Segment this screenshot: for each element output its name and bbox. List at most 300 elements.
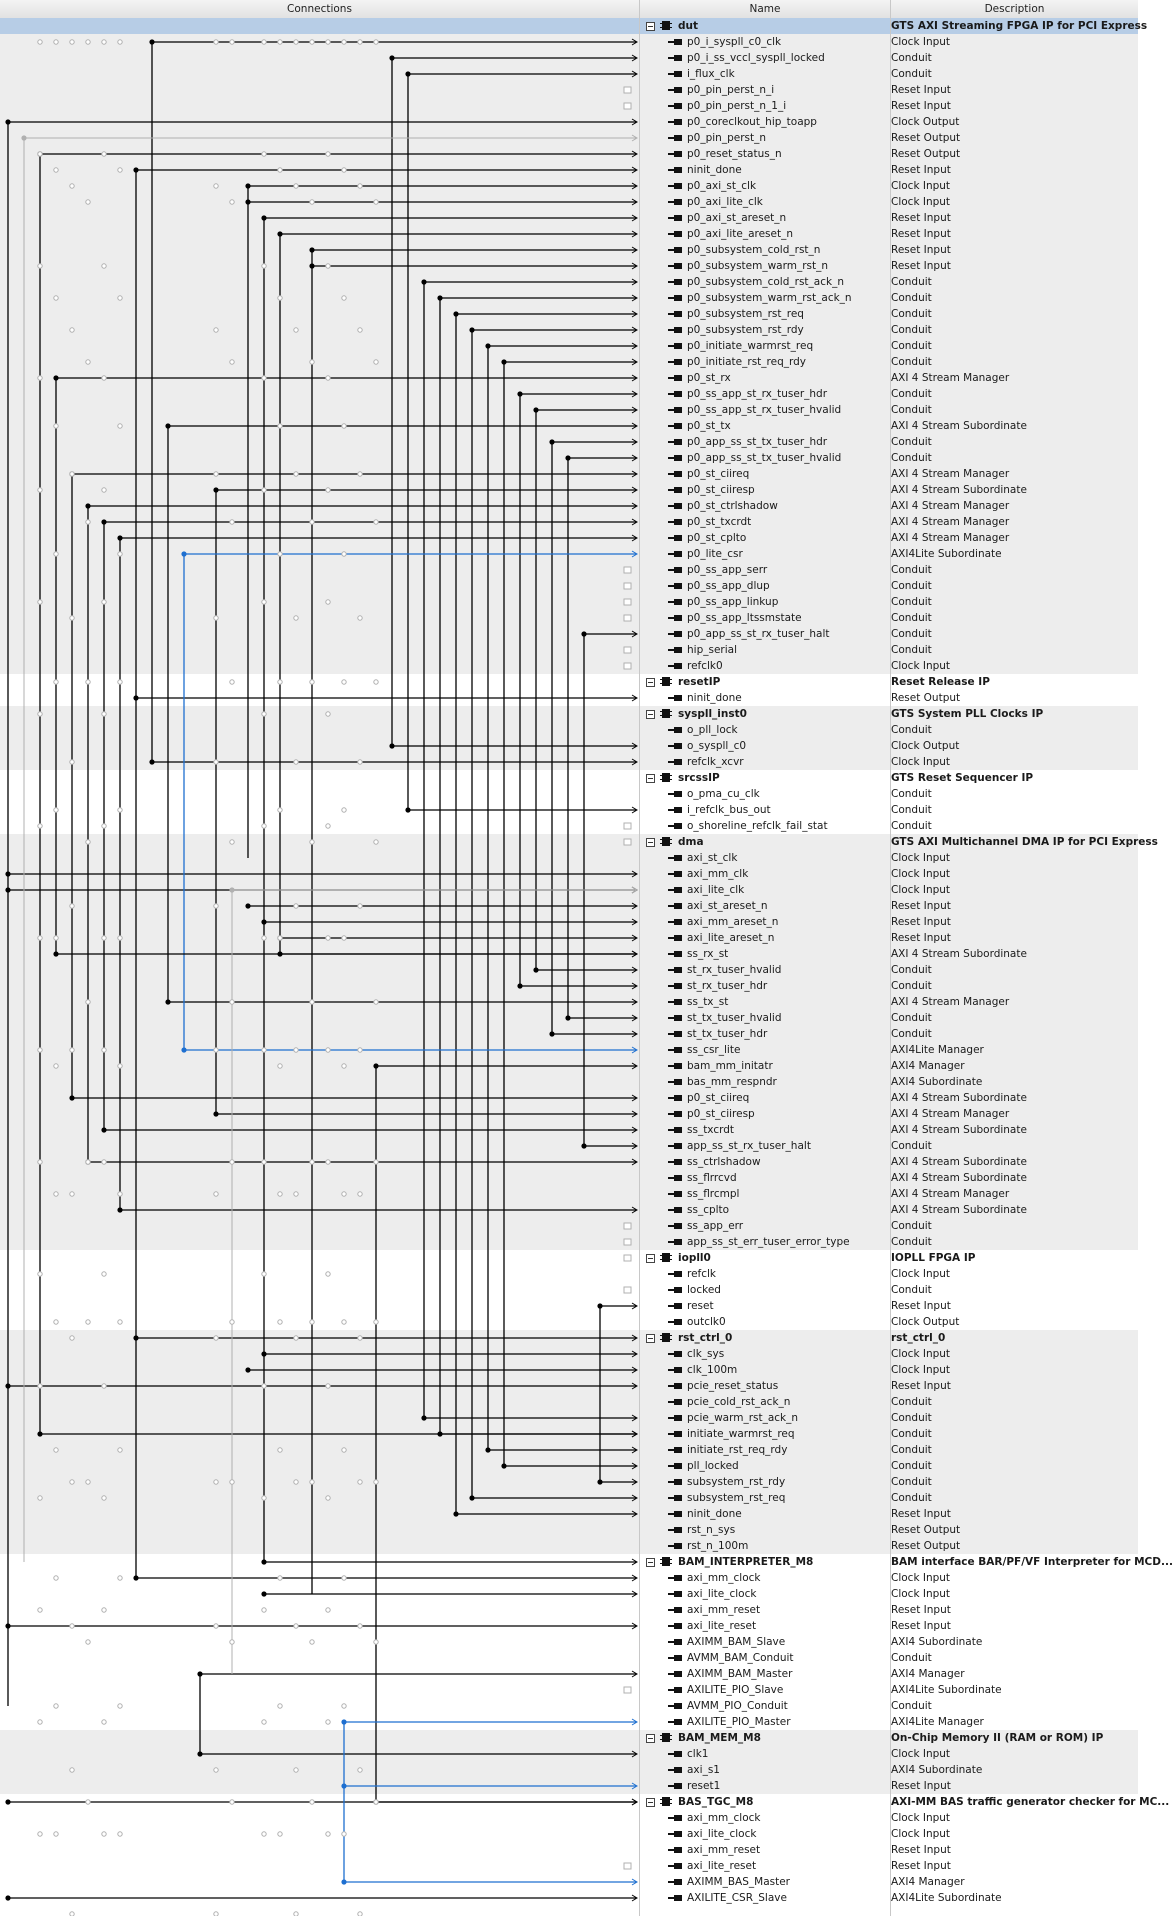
name-cell[interactable] <box>640 1570 889 1586</box>
connection-dot[interactable] <box>214 1912 218 1916</box>
connection-dot[interactable] <box>21 135 26 140</box>
export-marker[interactable] <box>624 1287 631 1293</box>
connection-dot[interactable] <box>453 311 458 316</box>
connection-dot[interactable] <box>262 1272 266 1276</box>
connection-dot[interactable] <box>118 808 122 812</box>
export-marker[interactable] <box>624 583 631 589</box>
connection-dot[interactable] <box>469 1495 474 1500</box>
connection-dot[interactable] <box>342 40 346 44</box>
connection-dot[interactable] <box>262 1160 266 1164</box>
connection-dot[interactable] <box>310 840 314 844</box>
name-cell[interactable] <box>640 690 889 706</box>
export-marker[interactable] <box>624 1863 631 1869</box>
export-marker[interactable] <box>624 663 631 669</box>
connection-dot[interactable] <box>326 40 330 44</box>
connection-dot[interactable] <box>38 1160 42 1164</box>
connection-dot[interactable] <box>230 1640 234 1644</box>
name-column-header[interactable]: Name <box>640 0 891 18</box>
connection-dot[interactable] <box>230 1800 234 1804</box>
connection-dot[interactable] <box>342 296 346 300</box>
connection-dot[interactable] <box>326 936 330 940</box>
name-cell[interactable] <box>640 1058 889 1074</box>
connection-dot[interactable] <box>294 760 298 764</box>
name-cell[interactable] <box>640 82 889 98</box>
connection-dot[interactable] <box>54 424 58 428</box>
name-cell[interactable] <box>640 562 889 578</box>
connection-dot[interactable] <box>294 40 298 44</box>
connection-dot[interactable] <box>374 1800 378 1804</box>
connection-dot[interactable] <box>358 616 362 620</box>
connection-dot[interactable] <box>245 1367 250 1372</box>
name-cell[interactable] <box>640 1490 889 1506</box>
name-cell[interactable] <box>640 178 889 194</box>
name-cell[interactable] <box>640 786 889 802</box>
connection-dot[interactable] <box>117 1207 122 1212</box>
name-cell[interactable] <box>640 642 889 658</box>
connection-dot[interactable] <box>310 1160 314 1164</box>
connection-dot[interactable] <box>54 168 58 172</box>
name-cell[interactable] <box>640 706 889 722</box>
connection-dot[interactable] <box>389 55 394 60</box>
connection-dot[interactable] <box>261 1591 266 1596</box>
name-cell[interactable] <box>640 1666 889 1682</box>
connection-dot[interactable] <box>278 40 282 44</box>
name-cell[interactable] <box>640 1154 889 1170</box>
connection-dot[interactable] <box>342 1448 346 1452</box>
connection-dot[interactable] <box>149 39 154 44</box>
connection-dot[interactable] <box>277 231 282 236</box>
name-cell[interactable] <box>640 466 889 482</box>
connection-dot[interactable] <box>70 1336 74 1340</box>
collapse-toggle-icon[interactable] <box>646 678 655 687</box>
connection-dot[interactable] <box>214 1192 218 1196</box>
connection-dot[interactable] <box>342 1064 346 1068</box>
connection-dot[interactable] <box>70 1912 74 1916</box>
connection-dot[interactable] <box>342 1576 346 1580</box>
connection-dot[interactable] <box>181 551 186 556</box>
connection-dot[interactable] <box>70 184 74 188</box>
name-cell[interactable] <box>640 1042 889 1058</box>
connection-dot[interactable] <box>278 680 282 684</box>
connection-dot[interactable] <box>197 1671 202 1676</box>
name-cell[interactable] <box>640 1842 889 1858</box>
export-marker[interactable] <box>624 599 631 605</box>
name-cell[interactable] <box>640 1186 889 1202</box>
connection-dot[interactable] <box>358 1624 362 1628</box>
export-marker[interactable] <box>624 87 631 93</box>
connection-dot[interactable] <box>102 488 106 492</box>
connection-dot[interactable] <box>86 1800 90 1804</box>
connection-dot[interactable] <box>229 887 234 892</box>
name-cell[interactable] <box>640 1682 889 1698</box>
export-marker[interactable] <box>624 839 631 845</box>
connection-dot[interactable] <box>38 936 42 940</box>
connection-dot[interactable] <box>501 1463 506 1468</box>
connection-dot[interactable] <box>358 184 362 188</box>
connection-dot[interactable] <box>86 680 90 684</box>
connection-dot[interactable] <box>262 40 266 44</box>
name-cell[interactable] <box>640 1138 889 1154</box>
connection-dot[interactable] <box>278 1704 282 1708</box>
connection-dot[interactable] <box>326 824 330 828</box>
connection-dot[interactable] <box>54 1192 58 1196</box>
name-cell[interactable] <box>640 1634 889 1650</box>
name-cell[interactable] <box>640 1106 889 1122</box>
connection-dot[interactable] <box>213 487 218 492</box>
connection-dot[interactable] <box>86 1000 90 1004</box>
connection-dot[interactable] <box>230 680 234 684</box>
name-cell[interactable] <box>640 1442 889 1458</box>
name-cell[interactable] <box>640 1874 889 1890</box>
connection-dot[interactable] <box>54 1064 58 1068</box>
connection-dot[interactable] <box>54 1704 58 1708</box>
connection-dot[interactable] <box>358 1768 362 1772</box>
connection-dot[interactable] <box>102 600 106 604</box>
connection-dot[interactable] <box>38 1720 42 1724</box>
connection-dot[interactable] <box>310 1640 314 1644</box>
name-cell[interactable] <box>640 994 889 1010</box>
connection-dot[interactable] <box>5 887 10 892</box>
name-cell[interactable] <box>640 530 889 546</box>
connection-dot[interactable] <box>294 1048 298 1052</box>
connection-dot[interactable] <box>310 40 314 44</box>
name-cell[interactable] <box>640 354 889 370</box>
connection-dot[interactable] <box>38 264 42 268</box>
connection-dot[interactable] <box>214 1768 218 1772</box>
connection-dot[interactable] <box>118 1448 122 1452</box>
connection-dot[interactable] <box>165 999 170 1004</box>
connection-dot[interactable] <box>118 296 122 300</box>
export-marker[interactable] <box>624 647 631 653</box>
name-cell[interactable] <box>640 1410 889 1426</box>
connection-dot[interactable] <box>230 1480 234 1484</box>
connection-dot[interactable] <box>261 215 266 220</box>
name-cell[interactable] <box>640 1330 889 1346</box>
connection-dot[interactable] <box>5 871 10 876</box>
name-cell[interactable] <box>640 226 889 242</box>
name-cell[interactable] <box>640 1826 889 1842</box>
connection-dot[interactable] <box>310 360 314 364</box>
connection-dot[interactable] <box>70 40 74 44</box>
name-cell[interactable] <box>640 1090 889 1106</box>
connection-dot[interactable] <box>102 1048 106 1052</box>
connection-dot[interactable] <box>533 407 538 412</box>
name-cell[interactable] <box>640 898 889 914</box>
connection-dot[interactable] <box>70 1480 74 1484</box>
connection-dot[interactable] <box>342 808 346 812</box>
name-cell[interactable] <box>640 162 889 178</box>
connection-dot[interactable] <box>5 1383 10 1388</box>
name-cell[interactable] <box>640 610 889 626</box>
connection-dot[interactable] <box>278 296 282 300</box>
connection-dot[interactable] <box>38 152 42 156</box>
connection-dot[interactable] <box>230 200 234 204</box>
connection-dot[interactable] <box>181 1047 186 1052</box>
connection-dot[interactable] <box>86 840 90 844</box>
connection-dot[interactable] <box>597 1479 602 1484</box>
name-cell[interactable] <box>640 1714 889 1730</box>
name-cell[interactable] <box>640 930 889 946</box>
connection-dot[interactable] <box>358 760 362 764</box>
connection-dot[interactable] <box>342 424 346 428</box>
connection-dot[interactable] <box>117 535 122 540</box>
connection-dot[interactable] <box>86 1480 90 1484</box>
connection-dot[interactable] <box>5 1799 10 1804</box>
name-cell[interactable] <box>640 274 889 290</box>
name-cell[interactable] <box>640 1618 889 1634</box>
connection-dot[interactable] <box>214 904 218 908</box>
connection-dot[interactable] <box>118 936 122 940</box>
connection-dot[interactable] <box>309 247 314 252</box>
export-marker[interactable] <box>624 103 631 109</box>
connection-dot[interactable] <box>214 760 218 764</box>
collapse-toggle-icon[interactable] <box>646 710 655 719</box>
name-cell[interactable] <box>640 1522 889 1538</box>
name-cell[interactable] <box>640 242 889 258</box>
name-cell[interactable] <box>640 722 889 738</box>
connection-dot[interactable] <box>54 1448 58 1452</box>
name-cell[interactable] <box>640 1890 889 1906</box>
connection-dot[interactable] <box>342 1192 346 1196</box>
connection-dot[interactable] <box>38 1272 42 1276</box>
connection-dot[interactable] <box>86 1320 90 1324</box>
name-cell[interactable] <box>640 322 889 338</box>
connection-dot[interactable] <box>358 1192 362 1196</box>
connection-dot[interactable] <box>102 1160 106 1164</box>
connection-dot[interactable] <box>54 1832 58 1836</box>
connection-dot[interactable] <box>342 936 346 940</box>
name-cell[interactable] <box>640 1554 889 1570</box>
name-cell[interactable] <box>640 738 889 754</box>
connection-dot[interactable] <box>86 40 90 44</box>
name-cell[interactable] <box>640 802 889 818</box>
connection-dot[interactable] <box>485 1447 490 1452</box>
connection-dot[interactable] <box>230 1000 234 1004</box>
connection-dot[interactable] <box>294 184 298 188</box>
connection-dot[interactable] <box>261 919 266 924</box>
connection-dot[interactable] <box>133 695 138 700</box>
name-cell[interactable] <box>640 306 889 322</box>
name-cell[interactable] <box>640 1234 889 1250</box>
connection-dot[interactable] <box>485 343 490 348</box>
name-cell[interactable] <box>640 1810 889 1826</box>
connection-dot[interactable] <box>118 424 122 428</box>
connection-dot[interactable] <box>310 1480 314 1484</box>
connection-dot[interactable] <box>54 936 58 940</box>
name-cell[interactable] <box>640 1314 889 1330</box>
name-cell[interactable] <box>640 818 889 834</box>
name-cell[interactable] <box>640 402 889 418</box>
name-cell[interactable] <box>640 66 889 82</box>
connection-dot[interactable] <box>70 760 74 764</box>
collapse-toggle-icon[interactable] <box>646 22 655 31</box>
connection-dot[interactable] <box>70 1624 74 1628</box>
connection-dot[interactable] <box>310 520 314 524</box>
connection-dot[interactable] <box>326 376 330 380</box>
collapse-toggle-icon[interactable] <box>646 1558 655 1567</box>
name-cell[interactable] <box>640 1202 889 1218</box>
collapse-toggle-icon[interactable] <box>646 774 655 783</box>
name-cell[interactable] <box>640 946 889 962</box>
name-cell[interactable] <box>640 18 889 34</box>
connection-dot[interactable] <box>118 552 122 556</box>
name-cell[interactable] <box>640 418 889 434</box>
connection-dot[interactable] <box>118 168 122 172</box>
connection-dot[interactable] <box>581 631 586 636</box>
connection-dot[interactable] <box>341 1879 346 1884</box>
connection-dot[interactable] <box>118 680 122 684</box>
connection-dot[interactable] <box>262 1720 266 1724</box>
connection-dot[interactable] <box>501 359 506 364</box>
connection-dot[interactable] <box>261 1351 266 1356</box>
name-cell[interactable] <box>640 962 889 978</box>
connection-dot[interactable] <box>549 1031 554 1036</box>
connection-dot[interactable] <box>214 472 218 476</box>
collapse-toggle-icon[interactable] <box>646 838 655 847</box>
connection-dot[interactable] <box>262 1608 266 1612</box>
connection-dot[interactable] <box>102 824 106 828</box>
connection-dot[interactable] <box>437 295 442 300</box>
connection-dot[interactable] <box>118 1704 122 1708</box>
collapse-toggle-icon[interactable] <box>646 1798 655 1807</box>
connection-dot[interactable] <box>245 199 250 204</box>
connection-dot[interactable] <box>54 808 58 812</box>
connection-dot[interactable] <box>262 1496 266 1500</box>
name-cell[interactable] <box>640 914 889 930</box>
export-marker[interactable] <box>624 615 631 621</box>
name-cell[interactable] <box>640 1394 889 1410</box>
connection-dot[interactable] <box>326 1384 330 1388</box>
connection-dot[interactable] <box>278 1064 282 1068</box>
connection-dot[interactable] <box>53 951 58 956</box>
name-cell[interactable] <box>640 338 889 354</box>
connection-dot[interactable] <box>278 1576 282 1580</box>
connection-dot[interactable] <box>38 1608 42 1612</box>
connection-dot[interactable] <box>214 328 218 332</box>
connection-dot[interactable] <box>70 616 74 620</box>
connection-dot[interactable] <box>341 1783 346 1788</box>
connection-dot[interactable] <box>102 1832 106 1836</box>
connection-dot[interactable] <box>214 1480 218 1484</box>
connection-dot[interactable] <box>262 1832 266 1836</box>
connection-dot[interactable] <box>326 488 330 492</box>
name-cell[interactable] <box>640 1122 889 1138</box>
connection-dot[interactable] <box>310 680 314 684</box>
connection-dot[interactable] <box>230 40 234 44</box>
name-cell[interactable] <box>640 1170 889 1186</box>
connection-dot[interactable] <box>342 1704 346 1708</box>
connection-dot[interactable] <box>358 1336 362 1340</box>
connection-dot[interactable] <box>358 1912 362 1916</box>
name-cell[interactable] <box>640 1346 889 1362</box>
connection-dot[interactable] <box>294 1480 298 1484</box>
name-cell[interactable] <box>640 482 889 498</box>
connection-dot[interactable] <box>421 279 426 284</box>
connection-dot[interactable] <box>54 1576 58 1580</box>
export-marker[interactable] <box>624 823 631 829</box>
connection-dot[interactable] <box>70 472 74 476</box>
connection-dot[interactable] <box>214 40 218 44</box>
connection-dot[interactable] <box>262 600 266 604</box>
connection-dot[interactable] <box>374 40 378 44</box>
collapse-toggle-icon[interactable] <box>646 1734 655 1743</box>
connection-dot[interactable] <box>86 200 90 204</box>
export-marker[interactable] <box>624 1255 631 1261</box>
name-cell[interactable] <box>640 1778 889 1794</box>
connection-dot[interactable] <box>262 264 266 268</box>
connection-dot[interactable] <box>118 1576 122 1580</box>
connection-dot[interactable] <box>102 376 106 380</box>
name-cell[interactable] <box>640 1458 889 1474</box>
name-cell[interactable] <box>640 546 889 562</box>
name-cell[interactable] <box>640 1362 889 1378</box>
connection-dot[interactable] <box>294 904 298 908</box>
connection-dot[interactable] <box>53 375 58 380</box>
connection-dot[interactable] <box>341 1719 346 1724</box>
connection-dot[interactable] <box>374 840 378 844</box>
connection-dot[interactable] <box>565 455 570 460</box>
connection-dot[interactable] <box>294 1336 298 1340</box>
connection-dot[interactable] <box>102 936 106 940</box>
connection-dot[interactable] <box>358 904 362 908</box>
name-cell[interactable] <box>640 194 889 210</box>
connection-dot[interactable] <box>581 1143 586 1148</box>
connection-dot[interactable] <box>310 1320 314 1324</box>
connection-dot[interactable] <box>326 712 330 716</box>
name-cell[interactable] <box>640 434 889 450</box>
name-cell[interactable] <box>640 258 889 274</box>
name-cell[interactable] <box>640 1586 889 1602</box>
name-cell[interactable] <box>640 674 889 690</box>
name-cell[interactable] <box>640 290 889 306</box>
connection-dot[interactable] <box>326 1160 330 1164</box>
connection-dot[interactable] <box>262 376 266 380</box>
connection-dot[interactable] <box>86 1640 90 1644</box>
name-cell[interactable] <box>640 386 889 402</box>
connection-dot[interactable] <box>517 391 522 396</box>
connection-dot[interactable] <box>278 1448 282 1452</box>
name-cell[interactable] <box>640 1218 889 1234</box>
connection-dot[interactable] <box>118 1320 122 1324</box>
connection-dot[interactable] <box>342 552 346 556</box>
connection-dot[interactable] <box>278 808 282 812</box>
connection-dot[interactable] <box>70 1768 74 1772</box>
connection-dot[interactable] <box>374 680 378 684</box>
connection-dot[interactable] <box>326 1496 330 1500</box>
connection-dot[interactable] <box>38 1048 42 1052</box>
name-cell[interactable] <box>640 1474 889 1490</box>
connection-dot[interactable] <box>326 1608 330 1612</box>
connection-dot[interactable] <box>118 40 122 44</box>
name-cell[interactable] <box>640 1026 889 1042</box>
name-cell[interactable] <box>640 1250 889 1266</box>
name-cell[interactable] <box>640 850 889 866</box>
name-cell[interactable] <box>640 1426 889 1442</box>
name-cell[interactable] <box>640 1506 889 1522</box>
name-cell[interactable] <box>640 114 889 130</box>
name-cell[interactable] <box>640 1762 889 1778</box>
name-cell[interactable] <box>640 370 889 386</box>
name-cell[interactable] <box>640 50 889 66</box>
connection-dot[interactable] <box>326 152 330 156</box>
collapse-toggle-icon[interactable] <box>646 1254 655 1263</box>
name-cell[interactable] <box>640 498 889 514</box>
name-cell[interactable] <box>640 1794 889 1810</box>
name-cell[interactable] <box>640 1698 889 1714</box>
connection-dot[interactable] <box>405 71 410 76</box>
connection-dot[interactable] <box>326 1832 330 1836</box>
connection-dot[interactable] <box>278 168 282 172</box>
